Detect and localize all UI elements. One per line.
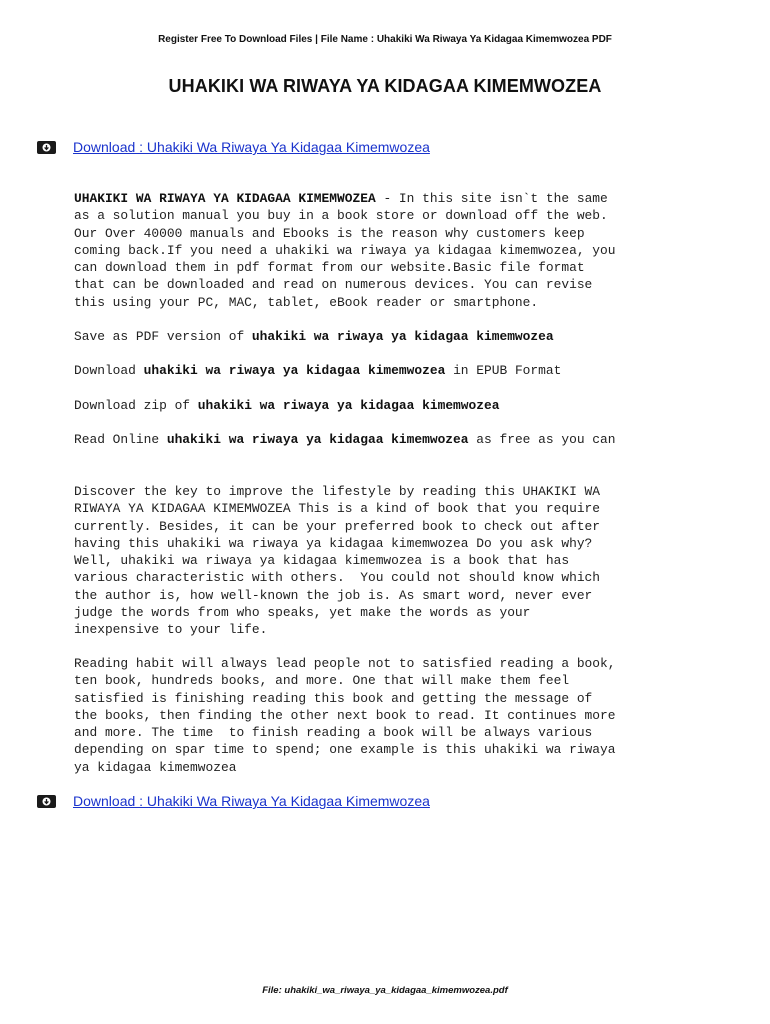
option-prefix: Read Online	[74, 432, 167, 447]
paragraph-line: having this uhakiki wa riwaya ya kidagaa kimemwozea Do you ask why?	[74, 535, 593, 551]
intro-line: Our Over 40000 manuals and Ebooks is the reason why customers keep	[74, 225, 585, 241]
download-icon[interactable]	[37, 141, 56, 154]
page-footer: File: uhakiki_wa_riwaya_ya_kidagaa_kimemwozea.pdf	[262, 985, 508, 996]
paragraph-reading-habit	[74, 655, 734, 776]
option-prefix: Download zip of	[74, 398, 198, 413]
paragraph-line: and more. The time to finish reading a book will be always various	[74, 725, 593, 740]
paragraph-line: the author is, how well-known the job is. As smart word, never ever	[74, 587, 593, 603]
download-icon[interactable]	[37, 795, 56, 808]
intro-lead-bold: UHAKIKI WA RIWAYA YA KIDAGAA KIMEMWOZEA	[74, 191, 376, 206]
paragraph-line: the books, then finding the other next book to read. It continues more	[74, 707, 616, 723]
paragraph-line: Well, uhakiki wa riwaya ya kidagaa kimemwozea is a book that has	[74, 553, 570, 568]
option-title-bold: uhakiki wa riwaya ya kidagaa kimemwozea	[251, 329, 554, 344]
paragraph-line: RIWAYA YA KIDAGAA KIMEMWOZEA This is a kind of book that you require	[74, 501, 601, 517]
page-header: Register Free To Download Files | File Name : Uhakiki Wa Riwaya Ya Kidagaa Kimemwozea PDF	[158, 34, 612, 45]
option-suffix: in EPUB Format	[445, 363, 562, 378]
intro-line: that can be downloaded and read on numerous devices. You can revise	[74, 277, 593, 293]
option-read-online	[74, 431, 734, 448]
intro-line: this using your PC, MAC, tablet, eBook reader or smartphone.	[74, 294, 539, 310]
paragraph-line: ya kidagaa kimemwozea	[74, 759, 237, 775]
download-link-row-top[interactable]	[37, 138, 430, 156]
paragraph-line: ten book, hundreds books, and more. One that will make them feel	[74, 673, 570, 689]
option-title-bold: uhakiki wa riwaya ya kidagaa kimemwozea	[166, 432, 469, 447]
paragraph-line: Discover the key to improve the lifestyle by reading this UHAKIKI WA	[74, 484, 601, 499]
option-prefix: Save as PDF version of	[74, 329, 252, 344]
download-link-bottom[interactable]: Download : Uhakiki Wa Riwaya Ya Kidagaa Kimemwozea	[73, 793, 430, 809]
paragraph-discover	[74, 483, 734, 638]
option-download-epub	[74, 362, 734, 379]
intro-line-1-rest: - In this site isn`t the same	[375, 191, 608, 206]
paragraph-line: satisfied is finishing reading this book and getting the message of	[74, 690, 593, 706]
paragraph-line: inexpensive to your life.	[74, 622, 268, 637]
paragraph-line: judge the words from who speaks, yet make the words as your	[74, 604, 531, 620]
page-title: UHAKIKI WA RIWAYA YA KIDAGAA KIMEMWOZEA	[168, 76, 602, 96]
intro-line: as a solution manual you buy in a book store or download off the web.	[74, 208, 608, 224]
option-suffix: as free as you can	[468, 432, 616, 447]
option-save-pdf	[74, 328, 734, 345]
paragraph-line: depending on spar time to spend; one example is this uhakiki wa riwaya	[74, 742, 616, 758]
intro-line: can download them in pdf format from our website.Basic file format	[74, 260, 585, 275]
option-download-zip	[74, 397, 734, 414]
paragraph-line: currently. Besides, it can be your preferred book to check out after	[74, 518, 601, 534]
option-title-bold: uhakiki wa riwaya ya kidagaa kimemwozea	[197, 398, 500, 413]
download-link-top[interactable]: Download : Uhakiki Wa Riwaya Ya Kidagaa Kimemwozea	[73, 139, 430, 155]
intro-line: coming back.If you need a uhakiki wa riwaya ya kidagaa kimemwozea, you	[74, 242, 616, 258]
intro-paragraph	[74, 190, 734, 311]
paragraph-line: Reading habit will always lead people not to satisfied reading a book,	[74, 656, 616, 671]
paragraph-line: various characteristic with others. You could not should know which	[74, 570, 601, 586]
option-title-bold: uhakiki wa riwaya ya kidagaa kimemwozea	[143, 363, 446, 378]
option-prefix: Download	[74, 363, 144, 378]
download-link-row-bottom[interactable]	[37, 792, 430, 810]
